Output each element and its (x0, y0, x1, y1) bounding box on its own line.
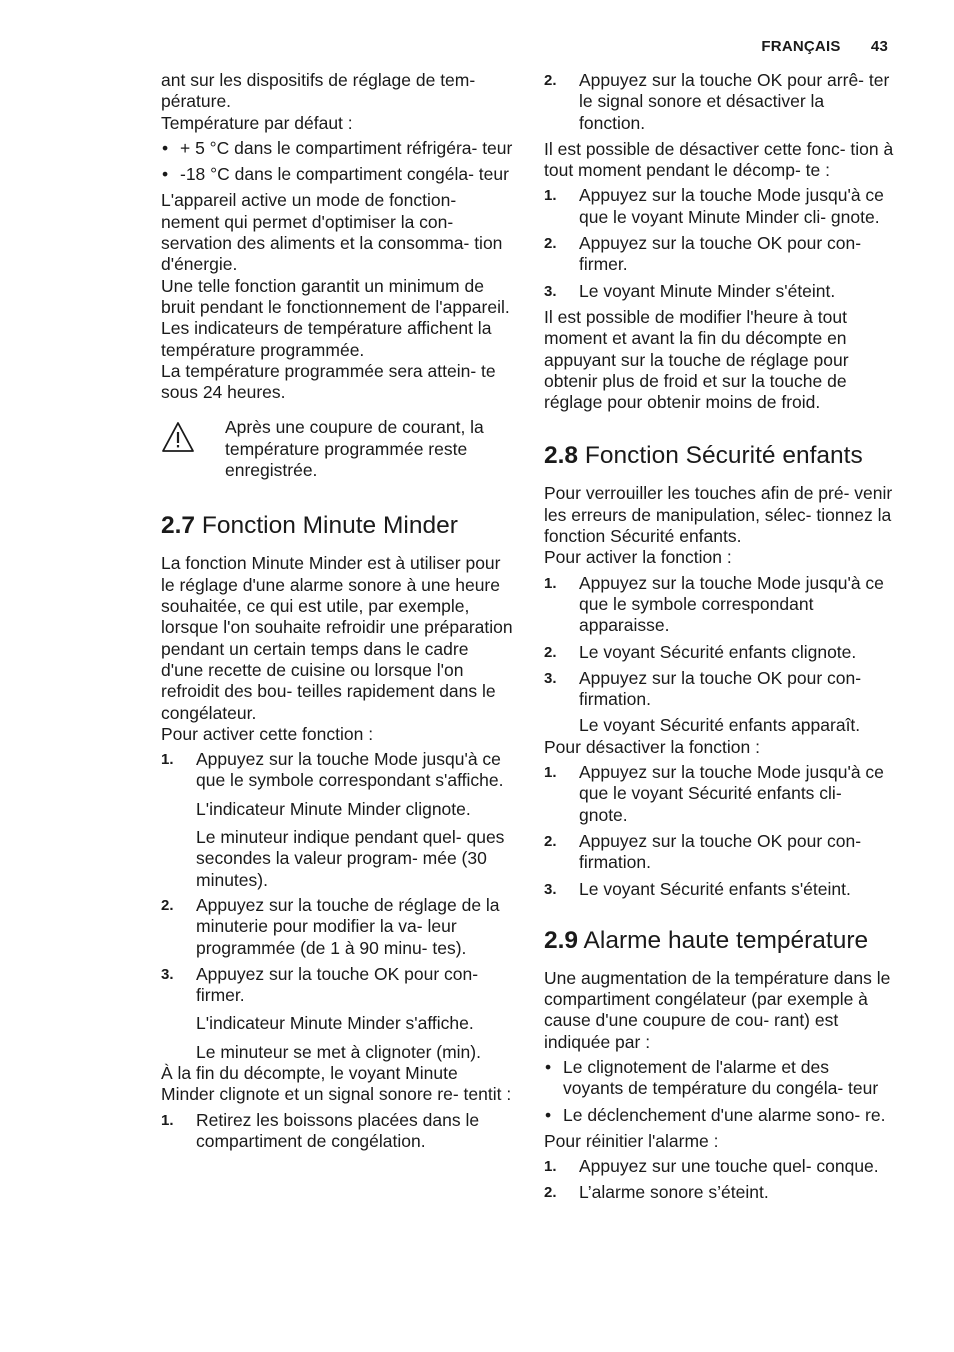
paragraph: Il est possible de modifier l'heure à tout moment et avant la fin du décompte en appuyant sur la touche de réglage pour obtenir plus de froid et sur la touche de réglage pour obtenir moins de froid. (544, 306, 849, 413)
step-item: 1. Appuyez sur une touche quel- conque. (544, 1156, 879, 1177)
language-label: FRANÇAIS (761, 38, 841, 55)
step-item: 1. Appuyez sur la touche Mode jusqu'à ce que le voyant Sécurité enfants cli- gnote. (544, 762, 884, 825)
step-note: Le minuteur indique pendant quel- ques secondes la valeur program- mée (30 minutes). (196, 827, 505, 890)
list-item: • Le déclenchement d'une alarme sono- re. (545, 1104, 886, 1125)
paragraph: Pour verrouiller les touches afin de pré- venir les erreurs de manipulation, sélec- tionnez la fonction Sécurité enfants. (544, 483, 893, 547)
list-item-text: + 5 °C dans le compartiment réfrigéra- teur (180, 137, 513, 158)
step-text: Appuyez sur la touche OK pour con- firmer. (196, 963, 479, 1006)
step-item: 3. Appuyez sur la touche OK pour con- firmer. (161, 963, 479, 1006)
section-number: 2.9 (544, 926, 579, 954)
step-text: Le voyant Sécurité enfants clignote. (579, 641, 857, 662)
step-text: Appuyez sur la touche Mode jusqu'à ce que le symbole correspondant s'affiche. (196, 749, 504, 791)
section-heading-2-9 (544, 926, 894, 956)
step-item: 2. Appuyez sur la touche OK pour con- firmation. (544, 830, 862, 873)
child-lock-activation-steps (544, 573, 894, 711)
section-heading-2-8 (544, 441, 894, 471)
warning-note (161, 417, 513, 481)
list-item: • + 5 °C dans le compartiment réfrigéra- teur (162, 137, 513, 158)
section-number: 2.7 (161, 512, 196, 540)
default-temperature-list (161, 138, 513, 186)
section-number: 2.8 (544, 442, 579, 470)
paragraph: Il est possible de désactiver cette fonc- tion à tout moment pendant le décomp- te : (544, 138, 894, 181)
section-title: Fonction Minute Minder (201, 512, 458, 540)
step-text: Appuyez sur la touche OK pour con- firmer. (579, 233, 862, 275)
intro-line: pérature. (161, 91, 232, 112)
paragraph: La température programmée sera attein- te sous 24 heures. (161, 360, 496, 403)
list-item: • Le clignotement de l'alarme et des voyants de température du congéla- teur (545, 1056, 879, 1099)
step-text: Appuyez sur la touche OK pour arrê- ter le signal sonore et désactiver la fonction. (579, 70, 890, 133)
paragraph: Les indicateurs de température affichent la température programmée. (161, 318, 492, 360)
end-steps-continued (544, 70, 894, 134)
section-title: Fonction Sécurité enfants (584, 442, 863, 470)
step-item: 3. Appuyez sur la touche OK pour con- firmation. (544, 667, 862, 710)
list-item-text: Le déclenchement d'une alarme sono- re. (563, 1104, 886, 1125)
step-item: 1. Appuyez sur la touche Mode jusqu'à ce que le symbole correspondant apparaisse. (544, 572, 884, 636)
page-number: 43 (870, 38, 888, 55)
step-text: Appuyez sur la touche de réglage de la minuterie pour modifier la va- leur programmée (de 1 à 90 minu- tes). (196, 894, 500, 958)
activation-steps (161, 895, 513, 1006)
section-title: Alarme haute température (583, 926, 869, 954)
step-text: Appuyez sur la touche Mode jusqu'à ce que le voyant Minute Minder cli- gnote. (579, 185, 884, 227)
paragraph: L'appareil active un mode de fonction- nement qui permet d'optimiser la con- servation des aliments et la consomma- tion d'énergie. (161, 190, 503, 275)
paragraph: Pour réinitier l'alarme : (544, 1130, 719, 1151)
step-text: Appuyez sur la touche Mode jusqu'à ce que le symbole correspondant apparaisse. (579, 572, 884, 636)
child-lock-deactivation-steps (544, 762, 894, 900)
step-item: 3. Le voyant Minute Minder s'éteint. (544, 280, 836, 301)
warning-text: Après une coupure de courant, la température programmée reste enregistrée. (225, 417, 484, 481)
step-item: 2. Appuyez sur la touche OK pour con- firmer. (544, 233, 862, 275)
activation-steps (161, 749, 513, 792)
step-text: Appuyez sur la touche Mode jusqu'à ce que le voyant Sécurité enfants cli- gnote. (579, 762, 884, 825)
step-text: Appuyez sur la touche OK pour con- firmation. (579, 830, 862, 873)
end-steps (161, 1110, 513, 1153)
right-column (544, 70, 894, 1209)
deactivation-steps (544, 185, 894, 301)
step-item: 1. Appuyez sur la touche Mode jusqu'à ce que le voyant Minute Minder cli- gnote. (544, 185, 884, 227)
paragraph: Pour désactiver la fonction : (544, 736, 760, 757)
alarm-indicator-list (544, 1057, 894, 1126)
list-item-text: -18 °C dans le compartiment congéla- teur (180, 164, 509, 185)
step-item: 2. Le voyant Sécurité enfants clignote. (544, 641, 857, 662)
step-note: Le minuteur se met à clignoter (min). (196, 1041, 481, 1062)
list-item-text: Le clignotement de l'alarme et des voyants de température du congéla- teur (563, 1056, 879, 1099)
paragraph: Pour activer cette fonction : (161, 723, 374, 744)
step-text: Retirez les boissons placées dans le compartiment de congélation. (196, 1109, 480, 1151)
paragraph: Une augmentation de la température dans le compartiment congélateur (par exemple à cause d'une coupure de cou- rant) est indiquée par : (544, 967, 891, 1052)
step-item: 1. Retirez les boissons placées dans le compartiment de congélation. (161, 1109, 480, 1151)
step-note: L'indicateur Minute Minder clignote. (196, 798, 471, 819)
section-heading-2-7 (161, 511, 513, 541)
step-text: Le voyant Minute Minder s'éteint. (579, 280, 836, 301)
step-note: L'indicateur Minute Minder s'affiche. (196, 1013, 474, 1034)
paragraph: Une telle fonction garantit un minimum de bruit pendant le fonctionnement de l'appareil. (161, 275, 510, 317)
warning-triangle-icon (161, 421, 195, 453)
step-item: 3. Le voyant Sécurité enfants s'éteint. (544, 878, 851, 899)
paragraph: La fonction Minute Minder est à utiliser pour le réglage d'une alarme sonore à une heure souhaitée, ce qui est utile, par exemple, lorsque l'on souhaite refroidir une préparation pendant un certain temps dans le cadre d'une recette de cuisine ou lorsque l'on refroidit des bou- teilles rapidement dans le congélateur. (161, 553, 513, 723)
step-item: 1. Appuyez sur la touche Mode jusqu'à ce que le symbole correspondant s'affiche. (161, 749, 504, 791)
step-item: 2. Appuyez sur la touche OK pour arrê- ter le signal sonore et désactiver la fonction. (544, 70, 890, 133)
step-text: Appuyez sur la touche OK pour con- firmation. (579, 667, 862, 710)
paragraph: À la fin du décompte, le voyant Minute Minder clignote et un signal sonore re- tentit : (161, 1062, 512, 1105)
step-item: 2. L’alarme sonore s’éteint. (544, 1182, 769, 1203)
page-header (761, 38, 888, 55)
step-note: Le voyant Sécurité enfants apparaît. (579, 715, 861, 736)
step-text: Le voyant Sécurité enfants s'éteint. (579, 878, 851, 899)
list-item: • -18 °C dans le compartiment congéla- teur (162, 164, 509, 185)
step-text: L’alarme sonore s’éteint. (579, 1182, 769, 1203)
paragraph: Pour activer la fonction : (544, 547, 732, 568)
step-item: 2. Appuyez sur la touche de réglage de la minuterie pour modifier la va- leur programmée (de 1 à 90 minu- tes). (161, 894, 500, 958)
alarm-reset-steps (544, 1156, 894, 1204)
step-text: Appuyez sur une touche quel- conque. (579, 1156, 879, 1177)
intro-line: ant sur les dispositifs de réglage de tem- (161, 70, 476, 90)
left-column (161, 70, 513, 1157)
intro-line: Température par défaut : (161, 112, 353, 133)
